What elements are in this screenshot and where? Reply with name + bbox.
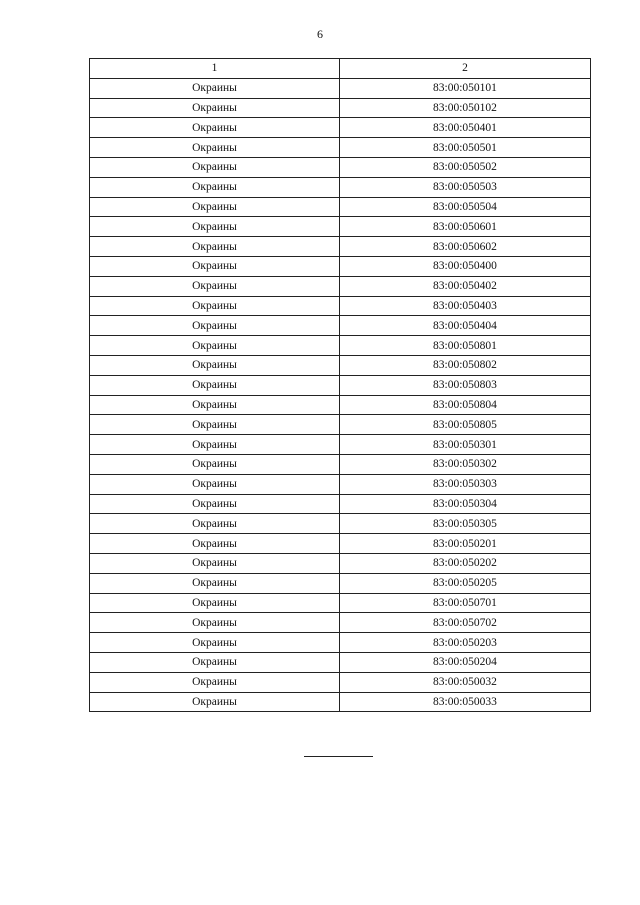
table-row	[90, 415, 591, 435]
table-row	[90, 454, 591, 474]
locality-cell: Окраины	[90, 177, 340, 197]
table-row	[90, 336, 591, 356]
cadastral-number-cell: 83:00:050032	[340, 672, 591, 692]
locality-cell: Окраины	[90, 217, 340, 237]
cadastral-table	[89, 58, 591, 712]
cadastral-number-cell: 83:00:050802	[340, 355, 591, 375]
cadastral-number-cell: 83:00:050503	[340, 177, 591, 197]
locality-cell: Окраины	[90, 692, 340, 712]
locality-cell: Окраины	[90, 534, 340, 554]
locality-cell: Окраины	[90, 355, 340, 375]
locality-cell: Окраины	[90, 613, 340, 633]
cadastral-number-cell: 83:00:050804	[340, 395, 591, 415]
table-row	[90, 395, 591, 415]
locality-cell: Окраины	[90, 276, 340, 296]
cadastral-number-cell: 83:00:050202	[340, 553, 591, 573]
locality-cell: Окраины	[90, 474, 340, 494]
table-row	[90, 613, 591, 633]
cadastral-number-cell: 83:00:050101	[340, 78, 591, 98]
locality-cell: Окраины	[90, 395, 340, 415]
end-divider	[304, 756, 373, 757]
locality-cell: Окраины	[90, 157, 340, 177]
table-row	[90, 177, 591, 197]
table-row	[90, 633, 591, 653]
table-row	[90, 296, 591, 316]
cadastral-number-cell: 83:00:050302	[340, 454, 591, 474]
cadastral-number-cell: 83:00:050304	[340, 494, 591, 514]
locality-cell: Окраины	[90, 672, 340, 692]
table-row	[90, 553, 591, 573]
table-row	[90, 593, 591, 613]
table-row	[90, 375, 591, 395]
cadastral-number-cell: 83:00:050702	[340, 613, 591, 633]
cadastral-number-cell: 83:00:050201	[340, 534, 591, 554]
locality-cell: Окраины	[90, 237, 340, 257]
locality-cell: Окраины	[90, 415, 340, 435]
locality-cell: Окраины	[90, 494, 340, 514]
locality-cell: Окраины	[90, 98, 340, 118]
table-row	[90, 534, 591, 554]
table-row	[90, 197, 591, 217]
locality-cell: Окраины	[90, 138, 340, 158]
locality-cell: Окраины	[90, 435, 340, 455]
table-row	[90, 652, 591, 672]
cadastral-number-cell: 83:00:050504	[340, 197, 591, 217]
table-row	[90, 316, 591, 336]
table-row	[90, 237, 591, 257]
cadastral-number-cell: 83:00:050801	[340, 336, 591, 356]
table-row	[90, 118, 591, 138]
cadastral-number-cell: 83:00:050601	[340, 217, 591, 237]
cadastral-number-cell: 83:00:050203	[340, 633, 591, 653]
locality-cell: Окраины	[90, 454, 340, 474]
table-row	[90, 474, 591, 494]
locality-cell: Окраины	[90, 296, 340, 316]
locality-cell: Окраины	[90, 514, 340, 534]
table-row	[90, 435, 591, 455]
locality-cell: Окраины	[90, 256, 340, 276]
table-header-row	[90, 59, 591, 79]
locality-cell: Окраины	[90, 633, 340, 653]
table-row	[90, 138, 591, 158]
locality-cell: Окраины	[90, 336, 340, 356]
cadastral-number-cell: 83:00:050404	[340, 316, 591, 336]
cadastral-number-cell: 83:00:050602	[340, 237, 591, 257]
locality-cell: Окраины	[90, 375, 340, 395]
table-body	[90, 78, 591, 712]
column-header-2: 2	[340, 59, 591, 79]
cadastral-number-cell: 83:00:050033	[340, 692, 591, 712]
cadastral-number-cell: 83:00:050805	[340, 415, 591, 435]
locality-cell: Окраины	[90, 593, 340, 613]
table-row	[90, 355, 591, 375]
table-row	[90, 573, 591, 593]
locality-cell: Окраины	[90, 78, 340, 98]
locality-cell: Окраины	[90, 197, 340, 217]
page-number: 6	[317, 27, 323, 41]
table-row	[90, 494, 591, 514]
cadastral-number-cell: 83:00:050403	[340, 296, 591, 316]
table-row	[90, 157, 591, 177]
cadastral-number-cell: 83:00:050501	[340, 138, 591, 158]
cadastral-number-cell: 83:00:050502	[340, 157, 591, 177]
locality-cell: Окраины	[90, 118, 340, 138]
cadastral-number-cell: 83:00:050401	[340, 118, 591, 138]
cadastral-number-cell: 83:00:050701	[340, 593, 591, 613]
cadastral-number-cell: 83:00:050205	[340, 573, 591, 593]
table-row	[90, 672, 591, 692]
locality-cell: Окраины	[90, 573, 340, 593]
cadastral-number-cell: 83:00:050305	[340, 514, 591, 534]
cadastral-number-cell: 83:00:050102	[340, 98, 591, 118]
table-row	[90, 256, 591, 276]
cadastral-number-cell: 83:00:050204	[340, 652, 591, 672]
table-row	[90, 217, 591, 237]
table-row	[90, 276, 591, 296]
column-header-1: 1	[90, 59, 340, 79]
cadastral-number-cell: 83:00:050803	[340, 375, 591, 395]
locality-cell: Окраины	[90, 652, 340, 672]
locality-cell: Окраины	[90, 316, 340, 336]
table-row	[90, 692, 591, 712]
cadastral-number-cell: 83:00:050303	[340, 474, 591, 494]
cadastral-number-cell: 83:00:050402	[340, 276, 591, 296]
table-row	[90, 98, 591, 118]
cadastral-number-cell: 83:00:050400	[340, 256, 591, 276]
table-row	[90, 78, 591, 98]
locality-cell: Окраины	[90, 553, 340, 573]
cadastral-number-cell: 83:00:050301	[340, 435, 591, 455]
table-row	[90, 514, 591, 534]
